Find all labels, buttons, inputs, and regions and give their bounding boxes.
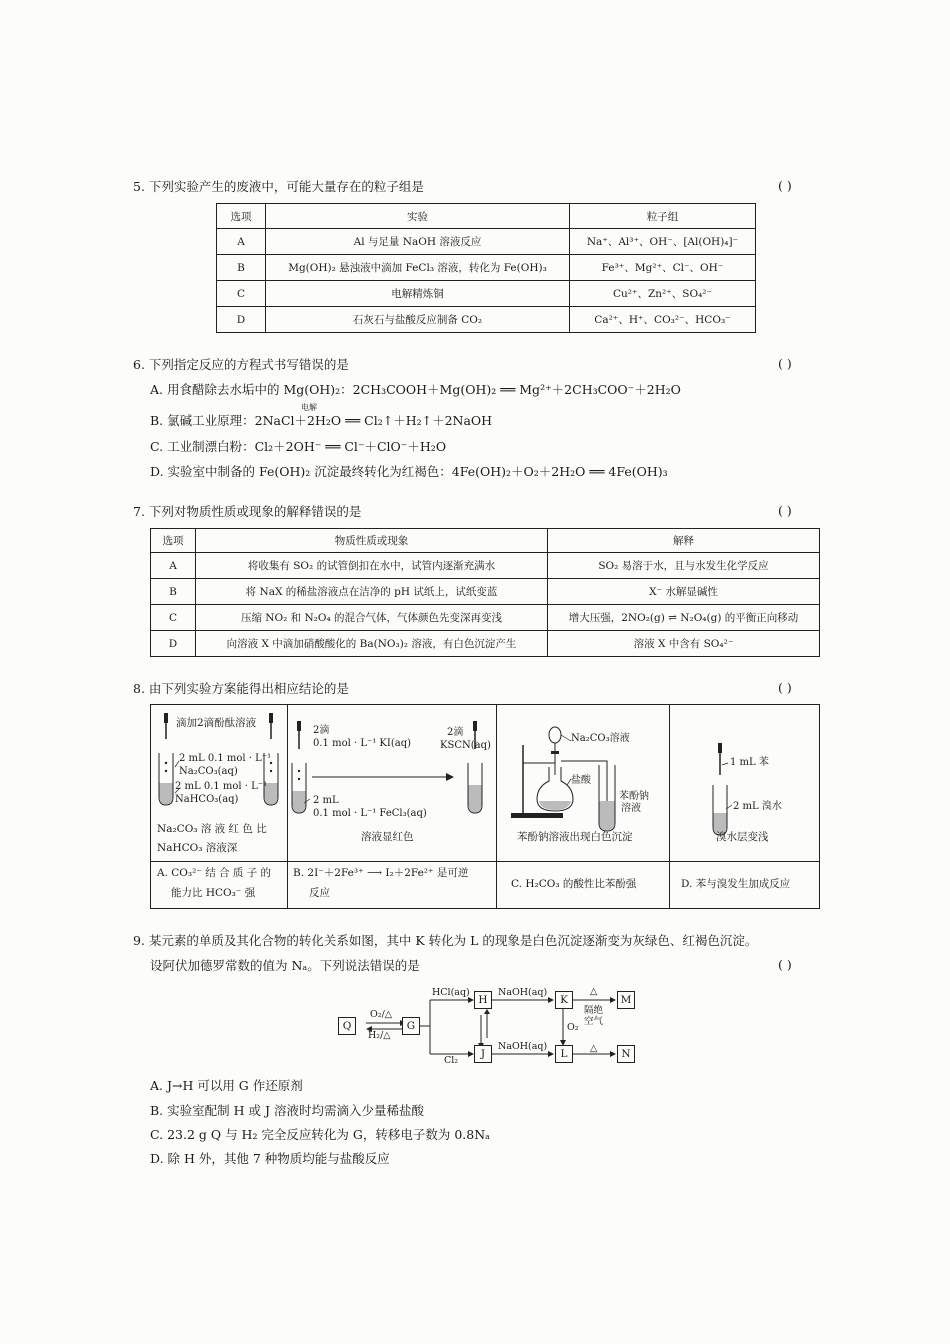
q5-row-d <box>217 307 756 333</box>
q7-row-option: D <box>151 631 196 657</box>
q5-header-particles: 粒子组 <box>570 204 756 229</box>
q7-row-phenomenon: 向溶液 X 中滴加硝酸酸化的 Ba(NO₃)₂ 溶液，有白色沉淀产生 <box>196 631 548 657</box>
q5-answer-paren: ( ) <box>778 178 792 193</box>
q9-node-h: H <box>474 991 492 1009</box>
q9-edge-label: NaOH(aq) <box>498 1041 548 1052</box>
q7-row-explanation: 溶液 X 中含有 SO₄²⁻ <box>548 631 820 657</box>
q6-option-a: A. 用食醋除去水垢中的 Mg(OH)₂：2CH₃COOH＋Mg(OH)₂ ══ Mg²⁺＋2CH₃COO⁻＋2H₂O <box>150 382 681 397</box>
q8-panel-c-label: 苯酚钠 <box>619 791 649 802</box>
q9-option-b: B. 实验室配制 H 或 J 溶液时均需滴入少量稀盐酸 <box>150 1103 424 1118</box>
q5-row-option: A <box>217 229 266 255</box>
q6-stem: 6. 下列指定反应的方程式书写错误的是 <box>133 357 349 372</box>
q9-edge-label: 空气 <box>584 1016 604 1027</box>
q6-answer-paren: ( ) <box>778 356 792 371</box>
q7-row-b <box>151 579 820 605</box>
q8-panel-b-caption: 溶液显红色 <box>361 831 414 843</box>
q5-row-option: C <box>217 281 266 307</box>
q8-panel-a-label: 2 mL 0.1 mol · L⁻¹ <box>175 781 268 792</box>
q8-panel-d-caption: 溴水层变浅 <box>716 831 769 843</box>
q9-node-j: J <box>474 1045 492 1063</box>
q9-edge-label: Cl₂ <box>444 1055 459 1066</box>
q8-panel-a-label: NaHCO₃(aq) <box>175 794 239 805</box>
q5-header-experiment: 实验 <box>266 204 570 229</box>
q8-panel-b-label: 0.1 mol · L⁻¹ FeCl₃(aq) <box>313 808 427 819</box>
q8-panel-c-label: 溶液 <box>621 803 641 814</box>
q5-row-b <box>217 255 756 281</box>
q9-node-q: Q <box>338 1017 356 1035</box>
q8-panel-a-label: Na₂CO₃(aq) <box>179 766 238 777</box>
q8-panel-d-label: 1 mL 苯 <box>730 757 769 768</box>
q7-row-c <box>151 605 820 631</box>
q8-panel-a-caption-line2: NaHCO₃ 溶液深 <box>157 842 238 854</box>
q8-conclusion-d: D. 苯与溴发生加成反应 <box>681 878 791 890</box>
q8-panel-b-label: 0.1 mol · L⁻¹ KI(aq) <box>313 738 412 749</box>
q7-row-explanation: SO₂ 易溶于水，且与水发生化学反应 <box>548 553 820 579</box>
q7-row-option: B <box>151 579 196 605</box>
q7-row-phenomenon: 将收集有 SO₂ 的试管倒扣在水中，试管内逐渐充满水 <box>196 553 548 579</box>
q9-edge-label: △ <box>590 1043 598 1054</box>
q8-panel-b-label: 2 mL <box>313 795 339 806</box>
q5-stem: 5. 下列实验产生的废液中，可能大量存在的粒子组是 <box>133 179 424 194</box>
q5-row-a <box>217 229 756 255</box>
q9-option-c: C. 23.2 g Q 与 H₂ 完全反应转化为 G，转移电子数为 0.8Nₐ <box>150 1127 490 1142</box>
q7-stem: 7. 下列对物质性质或现象的解释错误的是 <box>133 504 362 519</box>
q8-stem: 8. 由下列实验方案能得出相应结论的是 <box>133 681 349 696</box>
q7-header-phenomenon: 物质性质或现象 <box>196 529 548 553</box>
q7-row-option: A <box>151 553 196 579</box>
q9-option-d: D. 除 H 外，其他 7 种物质均能与盐酸反应 <box>150 1151 390 1166</box>
q8-conclusion-b-line2: 反应 <box>309 887 330 899</box>
q9-stem-line2: 设阿伏加德罗常数的值为 Nₐ。下列说法错误的是 <box>150 958 420 973</box>
q8-conclusion-b-line1: B. 2I⁻＋2Fe³⁺ ⟶ I₂＋2Fe²⁺ 是可逆 <box>293 867 469 879</box>
q5-row-experiment: Al 与足量 NaOH 溶液反应 <box>266 229 570 255</box>
q5-row-particles: Fe³⁺、Mg²⁺、Cl⁻、OH⁻ <box>570 255 756 281</box>
q8-panel-d-label: 2 mL 溴水 <box>733 801 782 812</box>
q8-panel-a-label: 2 mL 0.1 mol · L⁻¹ <box>179 753 272 764</box>
q8-panel-a-top-label: 滴加2滴酚酞溶液 <box>176 717 257 729</box>
q9-edge-label: HCl(aq) <box>432 987 470 998</box>
q9-option-a: A. J→H 可以用 G 作还原剂 <box>150 1078 303 1093</box>
q7-row-phenomenon: 将 NaX 的稀盐溶液点在洁净的 pH 试纸上，试纸变蓝 <box>196 579 548 605</box>
q9-node-l: L <box>555 1045 573 1063</box>
q7-row-explanation: 增大压强，2NO₂(g) ⇌ N₂O₄(g) 的平衡正向移动 <box>548 605 820 631</box>
q8-panel-c-caption: 苯酚钠溶液出现白色沉淀 <box>517 831 633 843</box>
q7-header-option: 选项 <box>151 529 196 553</box>
q8-answer-paren: ( ) <box>778 680 792 695</box>
q8-panel-c-label: Na₂CO₃溶液 <box>571 733 630 744</box>
q7-table <box>150 528 820 657</box>
q5-row-c <box>217 281 756 307</box>
q9-node-m: M <box>617 991 635 1009</box>
q8-panel-b-label: KSCN(aq) <box>440 740 491 751</box>
q7-header-explanation: 解释 <box>548 529 820 553</box>
q9-edge-label: H₂/△ <box>368 1030 391 1041</box>
q8-panel-a-caption-line1: Na₂CO₃ 溶 液 红 色 比 <box>157 823 267 835</box>
q6-option-c: C. 工业制漂白粉：Cl₂＋2OH⁻ ══ Cl⁻＋ClO⁻＋H₂O <box>150 439 447 454</box>
q7-row-phenomenon: 压缩 NO₂ 和 N₂O₄ 的混合气体，气体颜色先变深再变浅 <box>196 605 548 631</box>
q8-panel-b-label: 2滴 <box>447 727 464 738</box>
q9-stem-line1: 9. 某元素的单质及其化合物的转化关系如图，其中 K 转化为 L 的现象是白色沉淀逐渐变为灰绿色、红褐色沉淀。 <box>133 933 758 948</box>
q7-row-option: C <box>151 605 196 631</box>
q6-option-b: B. 氯碱工业原理：2NaCl＋2H₂O ══ Cl₂↑＋H₂↑＋2NaOH <box>150 413 493 428</box>
q8-divider <box>151 861 820 862</box>
q5-row-option: B <box>217 255 266 281</box>
q9-node-n: N <box>617 1045 635 1063</box>
q9-edge-label: △ <box>590 986 598 997</box>
q7-row-explanation: X⁻ 水解显碱性 <box>548 579 820 605</box>
q8-panel-c-label: 盐酸 <box>571 775 591 786</box>
q9-node-k: K <box>555 991 573 1009</box>
q6-option-b-condition: 电解 <box>301 403 317 412</box>
q8-panel-b-label: 2滴 <box>313 725 330 736</box>
q7-row-a <box>151 553 820 579</box>
q9-edge-label: O₂/△ <box>370 1009 393 1020</box>
q9-edge-label: NaOH(aq) <box>498 987 548 998</box>
q5-row-experiment: 电解精炼铜 <box>266 281 570 307</box>
q9-answer-paren: ( ) <box>778 957 792 972</box>
q8-conclusion-a-line1: A. CO₃²⁻ 结 合 质 子 的 <box>157 867 272 879</box>
q9-node-g: G <box>402 1017 420 1035</box>
q5-table <box>216 203 756 333</box>
q5-row-particles: Cu²⁺、Zn²⁺、SO₄²⁻ <box>570 281 756 307</box>
q5-row-option: D <box>217 307 266 333</box>
q5-row-experiment: 石灰石与盐酸反应制备 CO₂ <box>266 307 570 333</box>
q5-row-experiment: Mg(OH)₂ 悬浊液中滴加 FeCl₃ 溶液，转化为 Fe(OH)₃ <box>266 255 570 281</box>
q9-edge-label: 隔绝 <box>584 1005 604 1016</box>
q5-row-particles: Na⁺、Al³⁺、OH⁻、[Al(OH)₄]⁻ <box>570 229 756 255</box>
q8-figure-table <box>150 704 820 909</box>
q9-edge-label: O₂ <box>567 1022 579 1033</box>
q8-conclusion-c: C. H₂CO₃ 的酸性比苯酚强 <box>511 878 637 890</box>
q6-option-d: D. 实验室中制备的 Fe(OH)₂ 沉淀最终转化为红褐色：4Fe(OH)₂＋O₂＋2H₂O ══ 4Fe(OH)₃ <box>150 464 668 479</box>
q5-row-particles: Ca²⁺、H⁺、CO₃²⁻、HCO₃⁻ <box>570 307 756 333</box>
q8-conclusion-a-line2: 能力比 HCO₃⁻ 强 <box>171 887 256 899</box>
q7-row-d <box>151 631 820 657</box>
q7-answer-paren: ( ) <box>778 503 792 518</box>
q5-header-option: 选项 <box>217 204 266 229</box>
